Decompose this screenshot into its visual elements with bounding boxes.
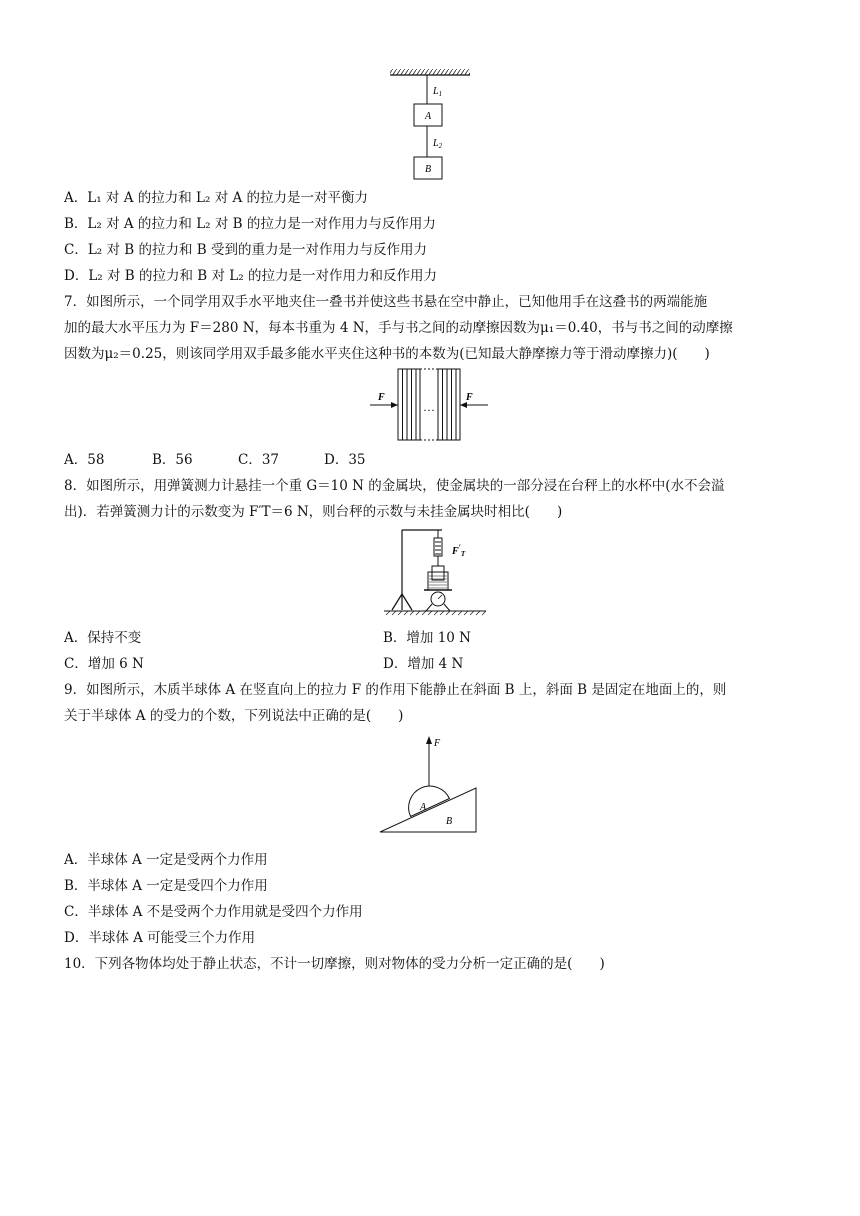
q8-option-d: D．增加 4 N [383, 656, 464, 672]
q6-option-c: C．L₂ 对 B 的拉力和 B 受到的重力是一对作用力与反作用力 [64, 242, 428, 258]
q6-option-a: A．L₁ 对 A 的拉力和 L₂ 对 A 的拉力是一对平衡力 [64, 190, 369, 206]
q8-text-line-2: 出)．若弹簧测力计的示数变为 F′T＝6 N，则台秤的示数与未挂金属块时相比( ) [64, 504, 563, 520]
q6-option-d: D．L₂ 对 B 的拉力和 B 对 L₂ 的拉力是一对作用力和反作用力 [64, 268, 437, 284]
figure-hemisphere-incline [374, 732, 484, 836]
q8-text-line-1: 8．如图所示，用弹簧测力计悬挂一个重 G＝10 N 的金属块，使金属块的一部分浸在台秤上的水杯中(水不会溢 [64, 478, 725, 494]
right-force-arrow [460, 402, 488, 408]
q9-option-b: B．半球体 A 一定是受四个力作用 [64, 878, 268, 894]
label-l1: $L_1$ [433, 86, 443, 98]
q7-option-c: C．37 [238, 452, 280, 468]
left-books [398, 369, 420, 440]
q8-option-b: B．增加 10 N [383, 630, 471, 646]
incline-b-label: B [446, 816, 453, 827]
q7-text-line-1: 7．如图所示，一个同学用双手水平地夹住一叠书并使这些书悬在空中静止，已知他用手在这叠书的两端能施 [64, 294, 708, 310]
figure-book-stack [364, 364, 494, 444]
q9-text-line-1: 9．如图所示，木质半球体 A 在竖直向上的拉力 F 的作用下能静止在斜面 B 上，斜面 B 是固定在地面上的，则 [64, 682, 727, 698]
books-ellipsis: … [423, 400, 435, 414]
right-books [438, 369, 460, 440]
figure-hanging-blocks [380, 64, 480, 184]
q7-text-line-2: 加的最大水平压力为 F＝280 N，每本书重为 4 N，手与书之间的动摩擦因数为μ₁＝0.40，书与书之间的动摩擦 [64, 320, 733, 336]
left-force-label: F [378, 392, 385, 403]
block-b-label: B [424, 164, 432, 175]
label-l2: $L_2$ [433, 138, 443, 150]
water-cup [428, 566, 448, 590]
pull-force-arrow [426, 736, 432, 791]
q9-option-a: A．半球体 A 一定是受两个力作用 [64, 852, 268, 868]
spring-balance [434, 530, 442, 566]
q9-text-line-2: 关于半球体 A 的受力的个数，下列说法中正确的是( ) [64, 708, 404, 724]
pull-force-label: F [434, 738, 441, 749]
q6-option-b: B．L₂ 对 A 的拉力和 L₂ 对 B 的拉力是一对作用力与反作用力 [64, 216, 436, 232]
ceiling-hatch [390, 69, 470, 75]
block-a-label: A [424, 111, 432, 122]
ground-hatch [386, 611, 486, 615]
hemisphere-a-label: A [420, 802, 427, 813]
q8-option-c: C．增加 6 N [64, 656, 144, 672]
q10-text: 10．下列各物体均处于静止状态，不计一切摩擦，则对物体的受力分析一定正确的是( ) [64, 956, 605, 972]
right-force-label: F [466, 392, 473, 403]
q7-option-a: A．58 [64, 452, 105, 468]
q7-option-d: D．35 [324, 452, 366, 468]
q7-option-b: B．56 [152, 452, 193, 468]
q7-text-line-3: 因数为μ₂＝0.25，则该同学用双手最多能水平夹住这种书的本数为(已知最大静摩擦力等于滑动摩擦力)( ) [64, 346, 710, 362]
spring-force-label: $F'_T$ [452, 543, 466, 558]
figure-spring-scale [380, 524, 490, 620]
q9-option-c: C．半球体 A 不是受两个力作用就是受四个力作用 [64, 904, 363, 920]
q8-option-a: A．保持不变 [64, 630, 142, 646]
q9-option-d: D．半球体 A 可能受三个力作用 [64, 930, 256, 946]
